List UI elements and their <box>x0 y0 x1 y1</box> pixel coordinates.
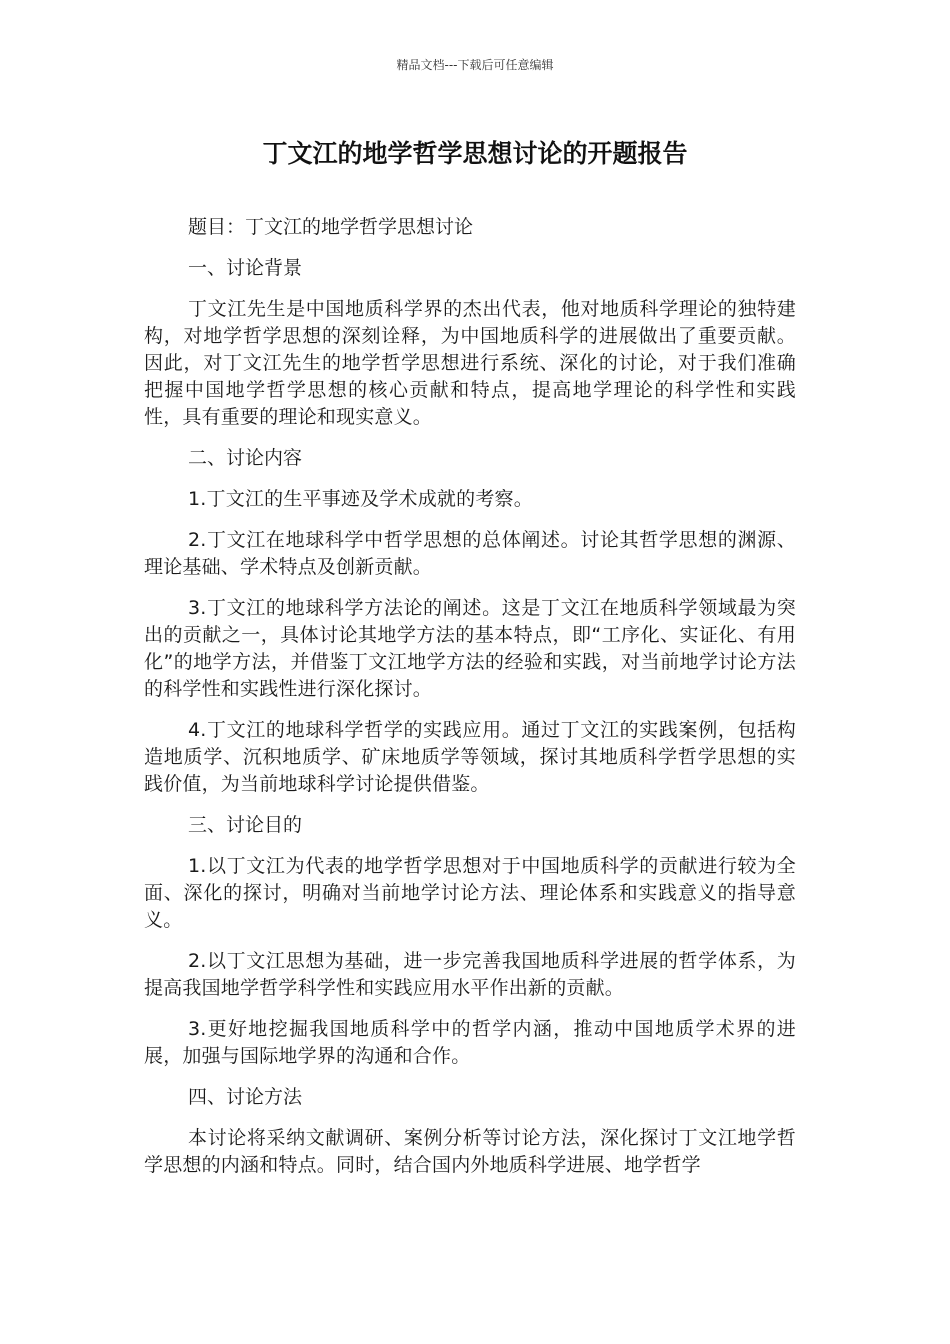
method-paragraph: 本讨论将采纳文献调研、案例分析等讨论方法，深化探讨丁文江地学哲学思想的内涵和特点。同时，结合国内外地质科学进展、地学哲学 <box>144 1127 796 1176</box>
content-item-1: 1.丁文江的生平事迹及学术成就的考察。 <box>188 488 533 510</box>
content-item-3: 3.丁文江的地球科学方法论的阐述。这是丁文江在地质科学领域最为突出的贡献之一，具体讨论其地学方法的基本特点，即“工序化、实证化、有用化”的地学方法，并借鉴丁文江地学方法的经验和实践，对当前地学讨论方法的科学性和实践性进行深化探讨。 <box>144 597 796 700</box>
section-heading-background: 一、讨论背景 <box>188 257 303 279</box>
purpose-item-1: 1.以丁文江为代表的地学哲学思想对于中国地质科学的贡献进行较为全面、深化的探讨，明确对当前地学讨论方法、理论体系和实践意义的指导意义。 <box>144 855 796 931</box>
purpose-item-3: 3.更好地挖掘我国地质科学中的哲学内涵，推动中国地质学术界的进展，加强与国际地学界的沟通和合作。 <box>144 1018 796 1067</box>
section-heading-purpose: 三、讨论目的 <box>188 814 303 836</box>
document-title: 丁文江的地学哲学思想讨论的开题报告 <box>262 139 688 168</box>
body-paragraph: 丁文江先生是中国地质科学界的杰出代表，他对地质科学理论的独特建构，对地学哲学思想的深刻诠释，为中国地质科学的进展做出了重要贡献。因此，对丁文江先生的地学哲学思想进行系统、深化的讨论，对于我们准确把握中国地学哲学思想的核心贡献和特点，提高地学理论的科学性和实践性，具有重要的理论和现实意义。 <box>144 298 796 428</box>
subject-line: 题目：丁文江的地学哲学思想讨论 <box>188 216 474 238</box>
header-note: 精品文档---下载后可任意编辑 <box>396 58 554 72</box>
section-heading-content: 二、讨论内容 <box>188 447 303 469</box>
section-heading-method: 四、讨论方法 <box>188 1086 303 1108</box>
content-item-4: 4.丁文江的地球科学哲学的实践应用。通过丁文江的实践案例，包括构造地质学、沉积地质学、矿床地质学等领域，探讨其地质科学哲学思想的实践价值，为当前地球科学讨论提供借鉴。 <box>144 719 796 795</box>
purpose-item-2: 2.以丁文江思想为基础，进一步完善我国地质科学进展的哲学体系，为提高我国地学哲学科学性和实践应用水平作出新的贡献。 <box>144 950 796 999</box>
content-item-2: 2.丁文江在地球科学中哲学思想的总体阐述。讨论其哲学思想的渊源、理论基础、学术特点及创新贡献。 <box>144 529 796 578</box>
document-body <box>144 214 796 1193</box>
